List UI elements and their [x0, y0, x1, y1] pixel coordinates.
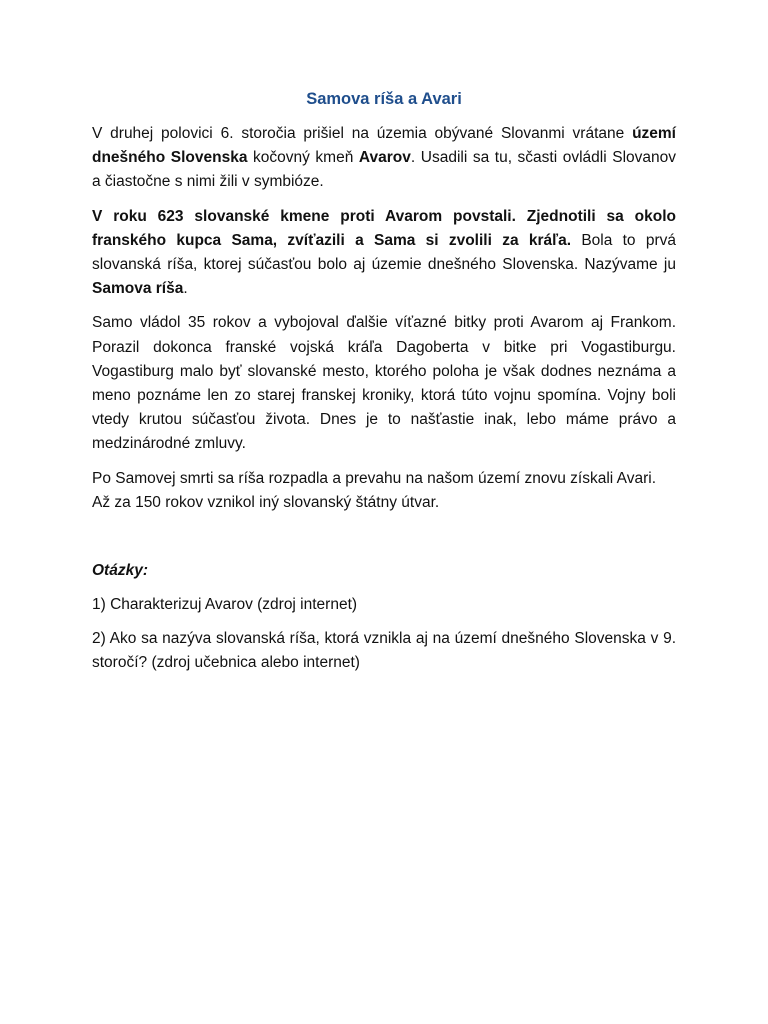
document-title: Samova ríša a Avari — [306, 90, 462, 108]
p1-text-3: . Usadili sa tu, sčasti ovládli Slovanov a čiastočne s nimi žili v symbióze. — [92, 149, 676, 191]
question-1: 1) Charakterizuj Avarov (zdroj internet) — [92, 596, 358, 614]
p1-bold-2: Avarov — [358, 149, 411, 167]
p1-text-2: kočovný kmeň — [247, 149, 359, 167]
paragraph-1 — [92, 122, 676, 195]
paragraph-4: Po Samovej smrti sa ríša rozpadla a prevahu na našom území znovu získali Avari. Až za 150 rokov vznikol iný slovanský štátny útvar. — [92, 469, 657, 511]
p2-bold-2: Samova ríša — [92, 280, 184, 298]
document-page — [92, 88, 676, 686]
p1-bold-1: území dnešného Slovenska — [92, 125, 676, 167]
spacer — [92, 525, 676, 559]
p2-text-2: . — [183, 280, 188, 298]
paragraph-2 — [92, 205, 676, 302]
questions-heading: Otázky: — [92, 562, 148, 580]
p1-text-1: V druhej polovici 6. storočia prišiel na územia obývané Slovanmi vrátane — [92, 125, 633, 142]
question-2: 2) Ako sa nazýva slovanská ríša, ktorá vznikla aj na území dnešného Slovenska v 9. storočí? (zdroj učebnica alebo internet) — [92, 630, 676, 672]
p2-bold-1: V roku 623 slovanské kmene proti Avarom povstali. Zjednotili sa okolo franského kupca Sama, zvíťazili a Sama si zvolili za kráľa. — [92, 207, 676, 249]
paragraph-3: Samo vládol 35 rokov a vybojoval ďalšie víťazné bitky proti Avarom aj Frankom. Porazil dokonca franské vojská kráľa Dagoberta v bitke pri Vogastiburgu. Vogastiburg malo byť slovanské mesto, ktorého poloha je však dodnes neznáma a meno poznáme len zo starej franskej kroniky, ktorá túto vojnu spomína. Vojny boli vtedy krutou súčasťou života. Dnes je to našťastie inak, lebo máme právo a medzinárodné zmluvy. — [92, 314, 676, 453]
p2-text-1: Bola to prvá slovanská ríša, ktorej súčasťou bolo aj územie dnešného Slovenska. Nazývame ju — [92, 231, 676, 274]
